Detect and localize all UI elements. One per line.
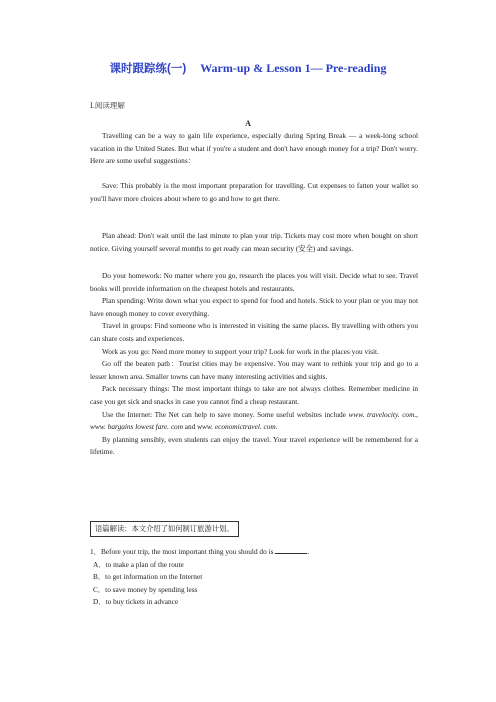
passage-body-wrap [90, 180, 418, 205]
work-paragraph: Work as you go: Need more money to support your trip? Look for work in the places you visit. [102, 346, 379, 356]
intro-paragraph: Travelling can be a way to gain life experience, especially during Spring Break — a week-long school vacation in the United States. But what if you're a student and don't have enough money for a trip? Don't worry. Here are some useful suggestions： [90, 131, 418, 166]
website-link-2: www. bargains lowest fare. com [90, 422, 183, 432]
pack-paragraph: Pack necessary things: The most important things to take are not always clothes. Remember medicine in case you get sick and snacks in case you cannot find a cheap restaurant. [90, 384, 418, 406]
passage-letter: A [245, 119, 251, 128]
website-link-1: www. travelocity. com. [348, 409, 417, 419]
title-english: Warm-up & Lesson 1— Pre-reading [200, 61, 387, 75]
option-b[interactable]: B．to get information on the Internet [93, 572, 203, 582]
plan-paragraph: Plan ahead: Don't wait until the last minute to plan your trip. Tickets may cost more when bought on short notice. Giving yourself several months to get ready can mean security (安全) and savings. [90, 231, 418, 253]
option-c[interactable]: C．to save money by spending less [93, 584, 198, 594]
groups-paragraph: Travel in groups: Find someone who is interested in visiting the same places. By travelling with others you can share costs and experiences. [90, 321, 418, 343]
question-stem: 1．Before your trip, the most important thing you should do is . [90, 547, 310, 556]
website-link-3: www. economictravel. com. [197, 422, 278, 432]
option-a[interactable]: A．to make a plan of the route [93, 559, 184, 569]
answer-blank[interactable] [275, 547, 307, 554]
page-title [0, 60, 496, 76]
passage-body-rest [90, 270, 418, 459]
section-label: Ⅰ.阅读理解 [90, 101, 125, 110]
save-paragraph: Save: This probably is the most important preparation for travelling. Cut expenses to fatten your wallet so you'll have more choices about where to go and how to get there. [90, 181, 418, 203]
question-1 [90, 546, 418, 609]
homework-paragraph: Do your homework: No matter where you go, research the places you will visit. Decide what to see. Travel books will provide information on the cheapest hotels and restaurants. [90, 271, 418, 293]
conclusion-paragraph: By planning sensibly, even students can enjoy the travel. Your travel experience will be remembered for a lifetime. [90, 434, 418, 457]
passage-body [90, 130, 418, 168]
beaten-path-paragraph: Go off the beaten path：Tourist cities may be expensive. You may want to rethink your trip and go to a lesser known area. Smaller towns can have many interesting activities and sights. [90, 359, 418, 381]
option-d[interactable]: D．to buy tickets in advance [93, 597, 179, 607]
spending-paragraph: Plan spending: Write down what you expect to spend for food and hotels. Stick to your plan or you may not have enough money to cover everything. [90, 296, 418, 318]
passage-body-plan [90, 230, 418, 255]
summary-box: 语篇解读：本文介绍了如何制订旅游计划。 [90, 521, 239, 537]
internet-paragraph: Use the Internet: The Net can help to save money. Some useful websites include www. travelocity. com., www. bargains lowest fare. com and www. economictravel. com. [90, 409, 418, 432]
title-chinese: 课时跟踪练(一) [109, 63, 187, 75]
